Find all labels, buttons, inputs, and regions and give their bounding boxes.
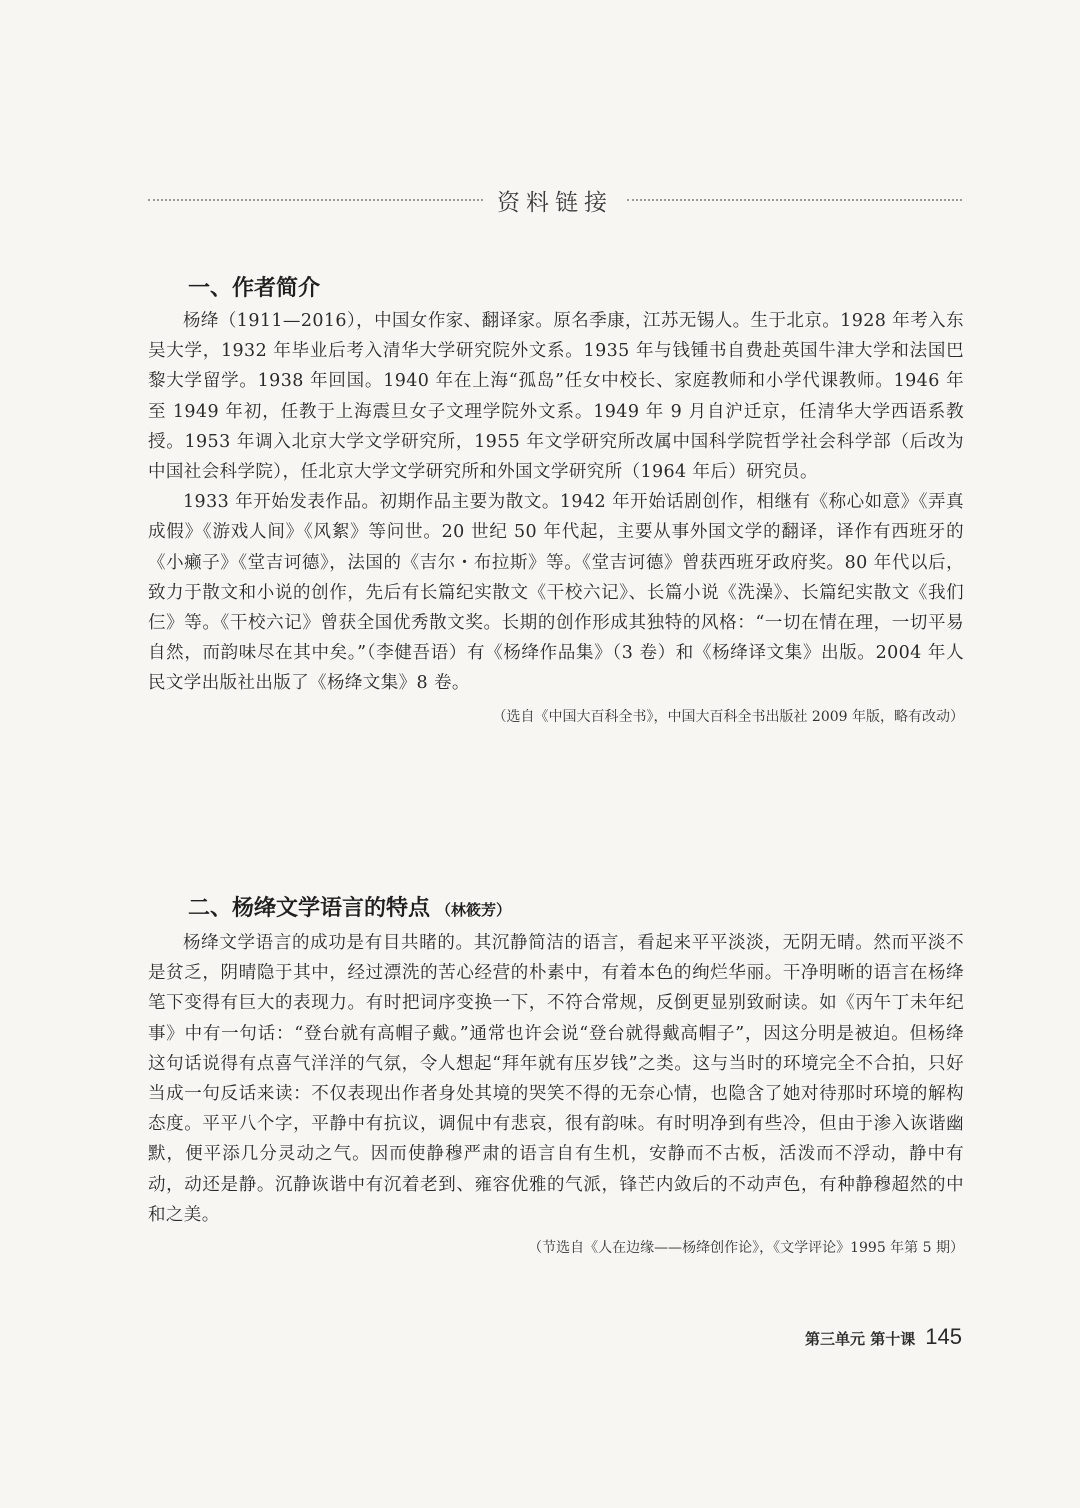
section1-paragraph-2: 1933 年开始发表作品。初期作品主要为散文。1942 年开始话剧创作，相继有《称心如意》《弄真成假》《游戏人间》《风絮》等问世。20 世纪 50 年代起，主要从事外国文学的翻译，译作有西班牙的《小癞子》《堂吉诃德》，法国的《吉尔・布拉斯》等。《堂吉诃德》曾获西班牙政府奖。80 年代以后，致力于散文和小说的创作，先后有长篇纪实散文《干校六记》、长篇小说《洗澡》、长篇纪实散文《我们仨》等。《干校六记》曾获全国优秀散文奖。长期的创作形成其独特的风格：“一切在情在理，一切平易自然，而韵味尽在其中矣。”（李健吾语）有《杨绛作品集》（3 卷）和《杨绛译文集》出版。2004 年人民文学出版社出版了《杨绛文集》8 卷。 [148, 492, 964, 694]
section2-source: （节选自《人在边缘——杨绛创作论》，《文学评论》1995 年第 5 期） [528, 1240, 964, 1257]
section2-paragraph-1: 杨绛文学语言的成功是有目共睹的。其沉静简洁的语言，看起来平平淡淡，无阴无晴。然而平淡不是贫乏，阴晴隐于其中，经过漂洗的苦心经营的朴素中，有着本色的绚烂华丽。干净明晰的语言在杨绛笔下变得有巨大的表现力。有时把词序变换一下，不符合常规，反倒更显别致耐读。如《丙午丁未年纪事》中有一句话：“登台就有高帽子戴。”通常也许会说“登台就得戴高帽子”，因这分明是被迫。但杨绛这句话说得有点喜气洋洋的气氛，令人想起“拜年就有压岁钱”之类。这与当时的环境完全不合拍，只好当成一句反话来读：不仅表现出作者身处其境的哭笑不得的无奈心情，也隐含了她对待那时环境的解构态度。平平八个字，平静中有抗议，调侃中有悲哀，很有韵味。有时明净到有些冷，但由于渗入诙谐幽默，便平添几分灵动之气。因而使静穆严肃的语言自有生机，安静而不古板，活泼而不浮动，静中有动，动还是静。沉静诙谐中有沉着老到、雍容优雅的气派，锋芒内敛后的不动声色，有种静穆超然的中和之美。 [148, 933, 964, 1225]
banner-left-rule [148, 199, 483, 201]
banner-title: 资料链接 [497, 189, 613, 216]
page-number: 145 [925, 1324, 962, 1349]
page-footer [805, 1324, 962, 1350]
section2-heading-text: 二、杨绛文学语言的特点 [188, 895, 431, 921]
section1-heading-text: 一、作者简介 [188, 275, 321, 301]
unit-lesson-label: 第三单元 第十课 [805, 1330, 916, 1348]
section2-author: （林筱芳） [436, 901, 512, 919]
section2-heading [188, 890, 964, 928]
banner-right-rule [627, 199, 962, 201]
section-banner [148, 178, 962, 222]
author-intro-section [148, 270, 964, 729]
language-features-section [148, 890, 964, 1260]
section1-source: （选自《中国大百科全书》，中国大百科全书出版社 2009 年版，略有改动） [492, 708, 964, 725]
section1-paragraph-1: 杨绛（1911—2016），中国女作家、翻译家。原名季康，江苏无锡人。生于北京。1928 年考入东吴大学，1932 年毕业后考入清华大学研究院外文系。1935 年与钱锺书自费赴英国牛津大学和法国巴黎大学留学。1938 年回国。1940 年在上海“孤岛”任女中校长、家庭教师和小学代课教师。1946 年至 1949 年初，任教于上海震旦女子文理学院外文系。1949 年 9 月自沪迁京，任清华大学西语系教授。1953 年调入北京大学文学研究所，1955 年文学研究所改属中国科学院哲学社会科学部（后改为中国社会科学院），任北京大学文学研究所和外国文学研究所（1964 年后）研究员。 [148, 311, 964, 483]
section1-heading [188, 270, 964, 306]
